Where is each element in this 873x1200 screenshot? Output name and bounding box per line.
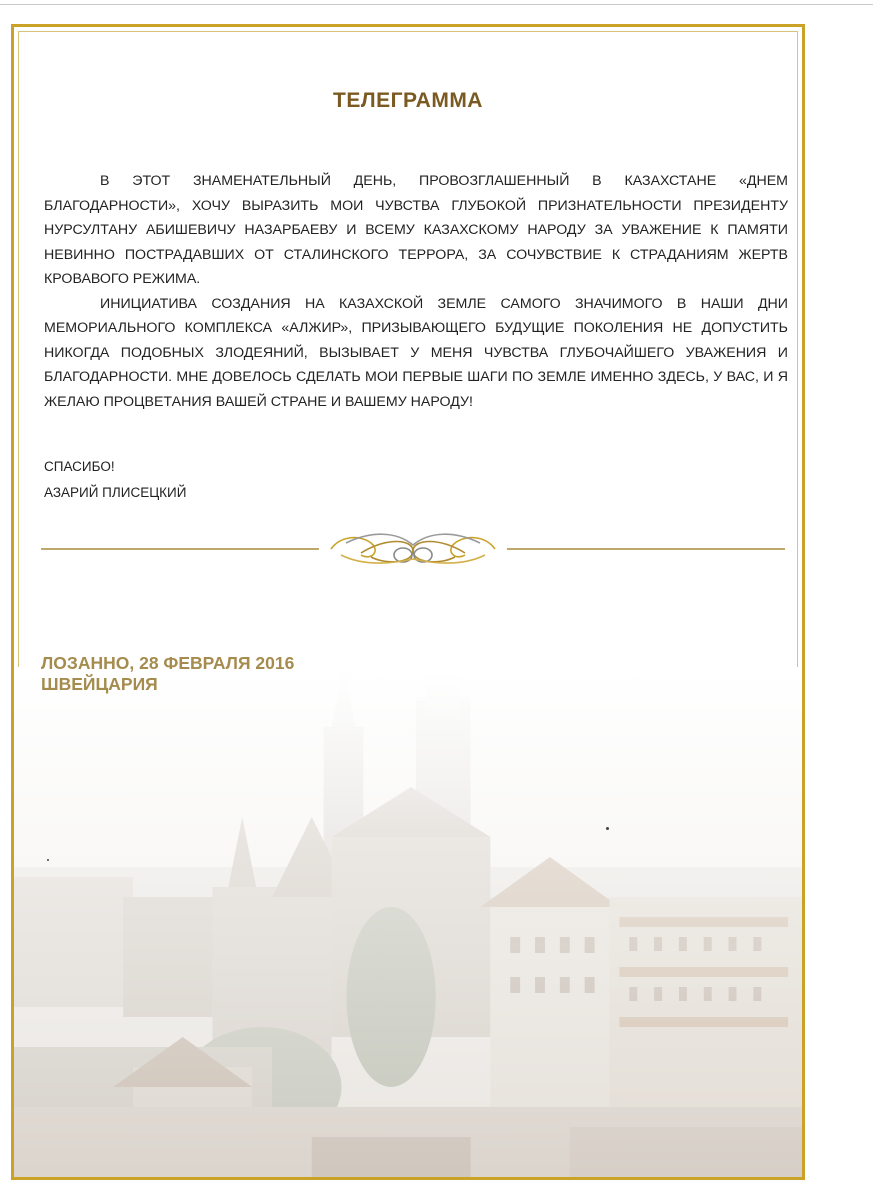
scan-speck [47,859,49,861]
document-title: ТЕЛЕГРАММА [333,89,483,112]
telegram-body [44,169,788,414]
place-date-line: ЛОЗАННО, 28 ФЕВРАЛЯ 2016 [41,653,295,673]
scan-edge-line [0,4,873,5]
city-photo-lausanne [14,667,802,1180]
paragraph-initiative: ИНИЦИАТИВА СОЗДАНИЯ НА КАЗАХСКОЙ ЗЕМЛЕ САМОГО ЗНАЧИМОГО В НАШИ ДНИ МЕМОРИАЛЬНОГО КОМПЛЕКСА «АЛЖИР», ПРИЗЫВАЮЩЕГО БУДУЩИЕ ПОКОЛЕНИЯ НЕ ДОПУСТИТЬ НИКОГДА ПОДОБНЫХ ЗЛОДЕЯНИЙ, ВЫЗЫВАЕТ У МЕНЯ ЧУВСТВА ГЛУБОЧАЙШЕГО УВАЖЕНИЯ И БЛАГОДАРНОСТИ. МНЕ ДОВЕЛОСЬ СДЕЛАТЬ МОИ ПЕРВЫЕ ШАГИ ПО ЗЕМЛЕ ИМЕННО ЗДЕСЬ, У ВАС, И Я ЖЕЛАЮ ПРОЦВЕТАНИЯ ВАШЕЙ СТРАНЕ И ВАШЕМУ НАРОДУ! [44,295,788,410]
place-date [41,653,294,695]
signer-name: АЗАРИЙ ПЛИСЕЦКИЙ [44,485,187,500]
paragraph-gratitude: В ЭТОТ ЗНАМЕНАТЕЛЬНЫЙ ДЕНЬ, ПРОВОЗГЛАШЕННЫЙ В КАЗАХСТАНЕ «ДНЕМ БЛАГОДАРНОСТИ», ХОЧУ ВЫРАЗИТЬ МОИ ЧУВСТВА ГЛУБОКОЙ ПРИЗНАТЕЛЬНОСТИ ПРЕЗИДЕНТУ НУРСУЛТАНУ АБИШЕВИЧУ НАЗАРБАЕВУ И ВСЕМУ КАЗАХСКОМУ НАРОДУ ЗА УВАЖЕНИЕ К ПАМЯТИ НЕВИННО ПОСТРАДАВШИХ ОТ СТАЛИНСКОГО ТЕРРОРА, ЗА СОЧУВСТВИЕ К СТРАДАНИЯМ ЖЕРТВ КРОВАВОГО РЕЖИМА. [44,173,788,287]
scan-speck [606,827,609,830]
gold-frame [11,24,805,1180]
ornamental-divider [41,529,785,573]
closing-thanks: СПАСИБО! [44,459,115,474]
place-country-line: ШВЕЙЦАРИЯ [41,674,158,694]
